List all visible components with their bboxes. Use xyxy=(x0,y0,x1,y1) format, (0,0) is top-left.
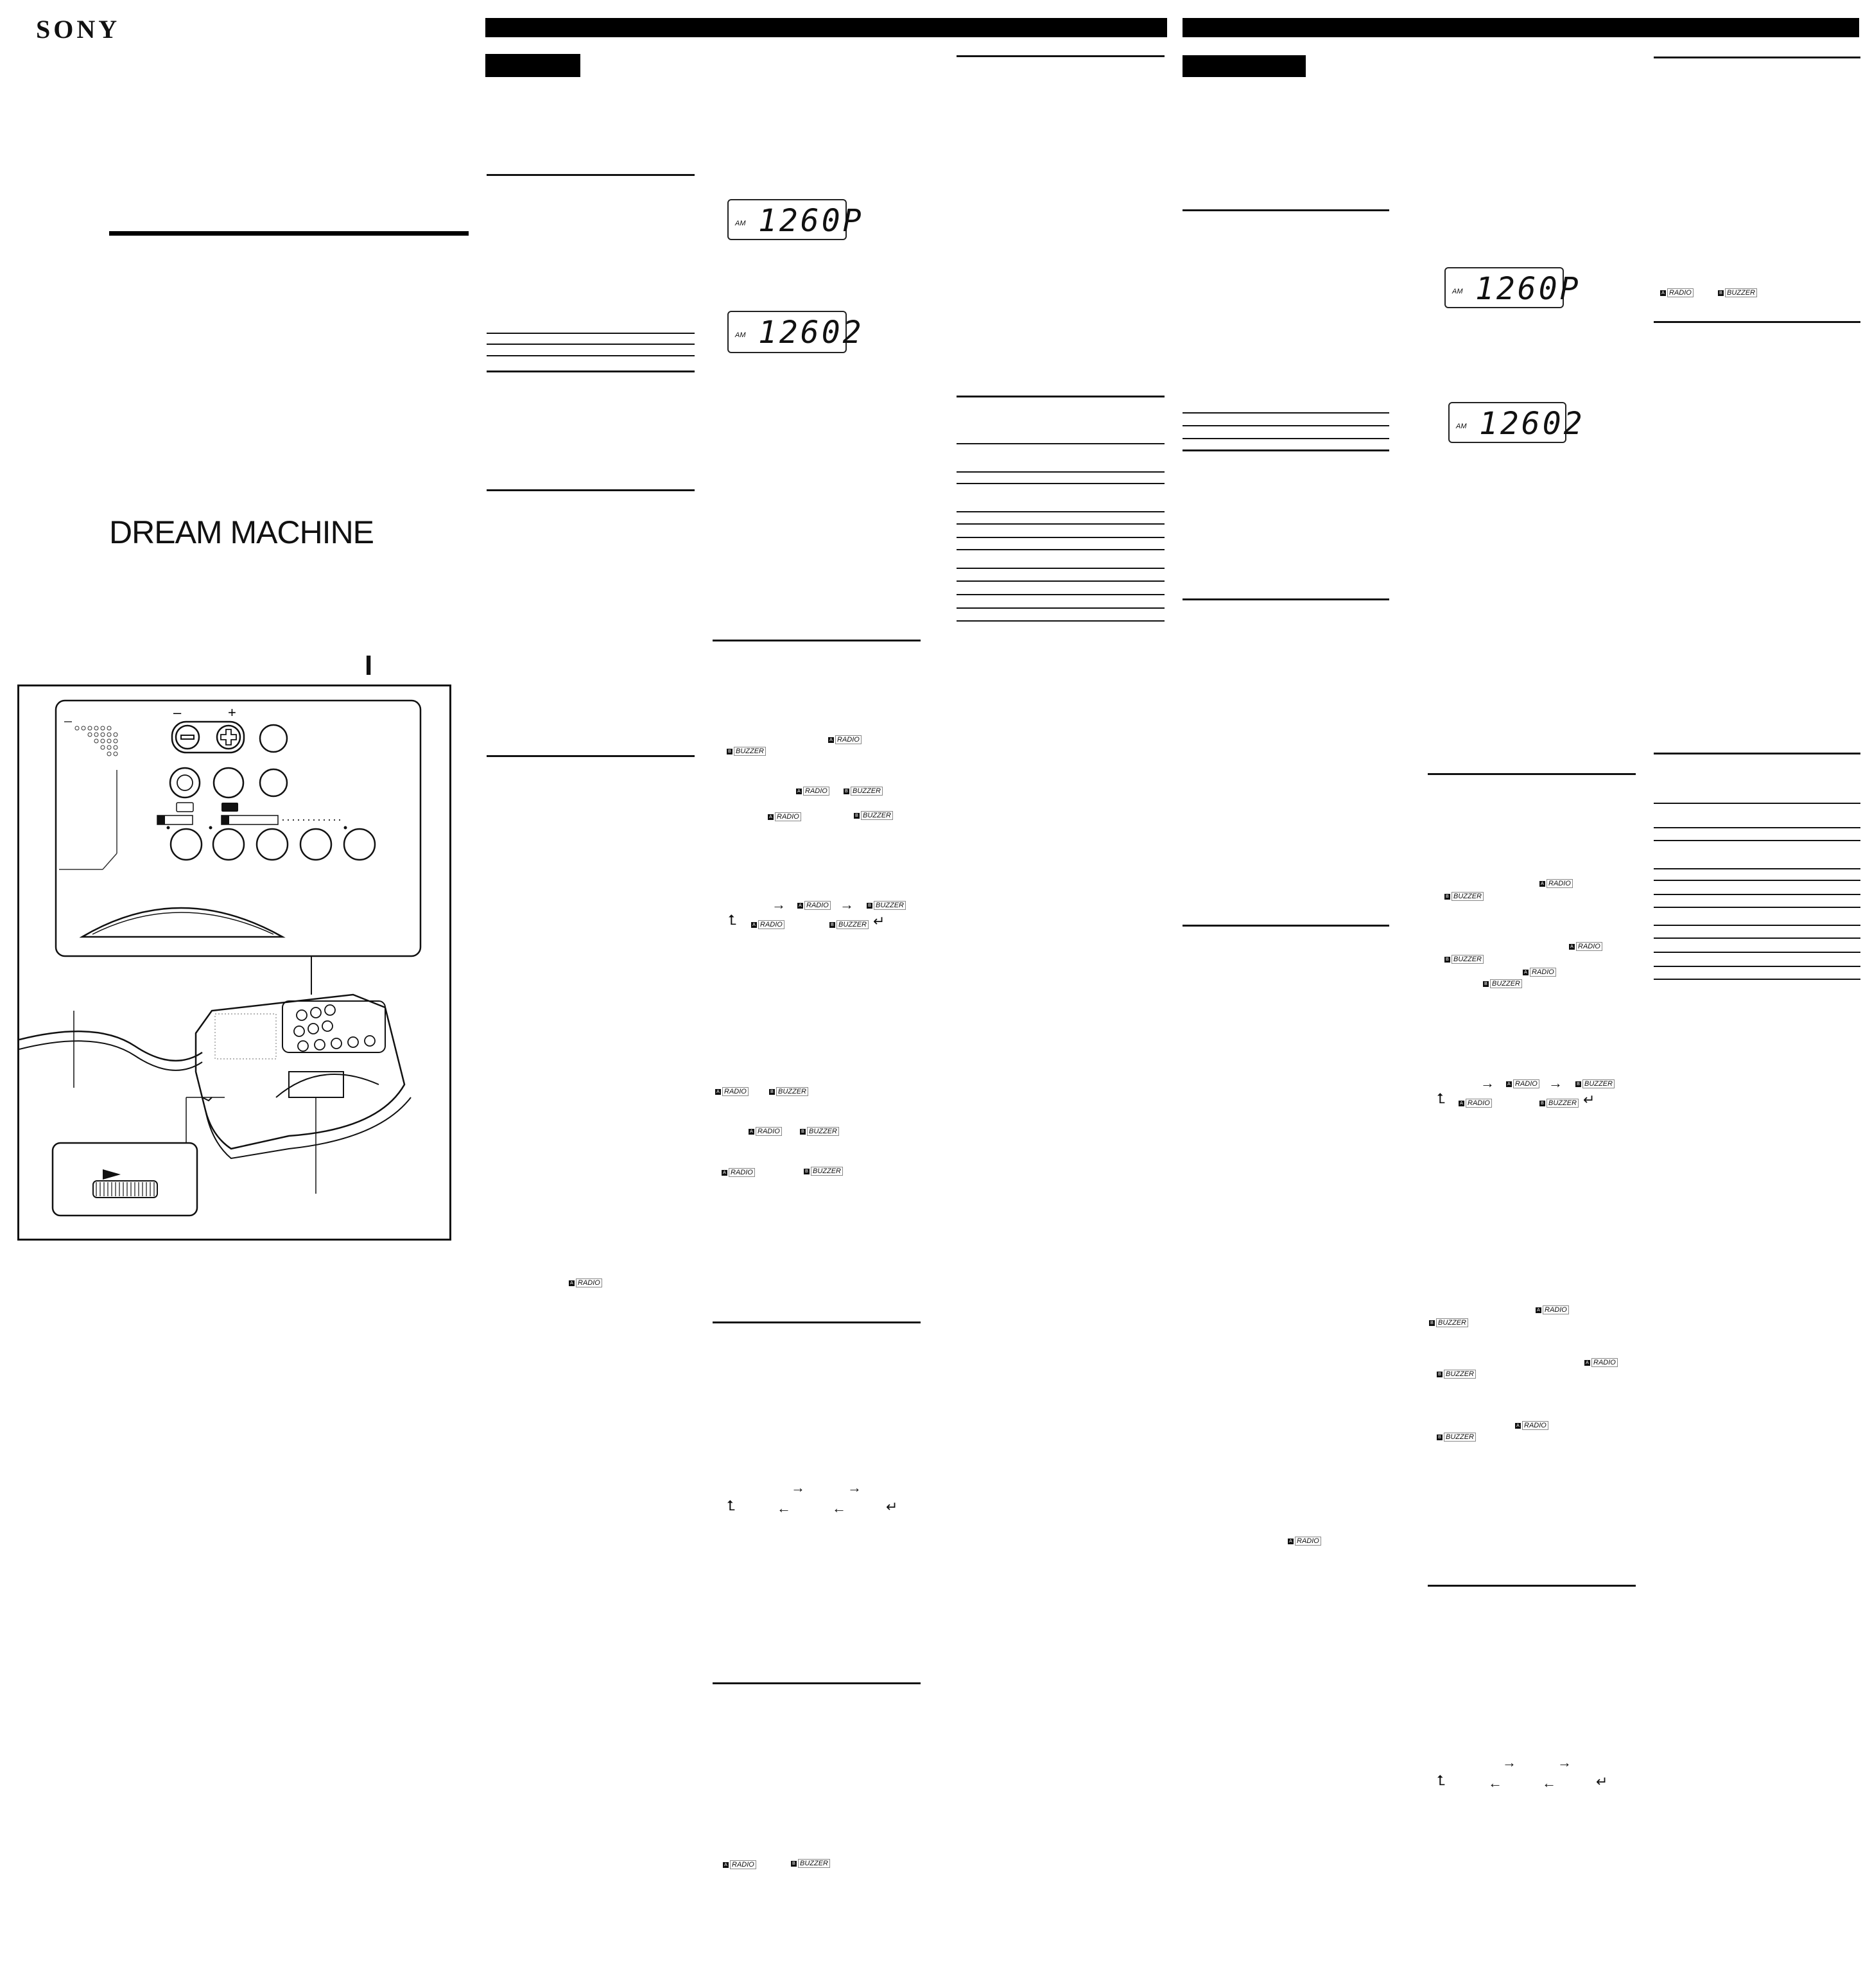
loop-end-icon: ↵ xyxy=(1583,1092,1595,1108)
alarm-tag-radio: A RADIO xyxy=(751,921,784,929)
loop-start-icon: ⮤ xyxy=(728,912,736,928)
lcd-digits: 12602 xyxy=(758,315,864,351)
loop-end-icon: ↵ xyxy=(873,913,885,929)
language-tab-left xyxy=(485,54,580,77)
alarm-tag-buzzer: B BUZZER xyxy=(867,902,906,909)
loop-start-icon: ⮤ xyxy=(1437,1772,1445,1788)
alarm-tag-radio: A RADIO xyxy=(749,1128,782,1135)
alarm-tag-radio: A RADIO xyxy=(1523,968,1556,976)
alarm-tag-buzzer: B BUZZER xyxy=(727,747,766,755)
alarm-tag-radio: A RADIO xyxy=(1536,1306,1569,1314)
alarm-tag-buzzer: B BUZZER xyxy=(829,921,869,929)
alarm-tag-buzzer: B BUZZER xyxy=(1575,1080,1615,1088)
arrow-right-icon: → xyxy=(1548,1075,1563,1091)
loop-end-icon: ↵ xyxy=(1596,1774,1608,1790)
arrow-right-icon: → xyxy=(791,1479,805,1495)
loop-start-icon: ⮤ xyxy=(1437,1090,1445,1106)
alarm-tag-radio: A RADIO xyxy=(1515,1422,1548,1429)
alarm-tag-buzzer: B BUZZER xyxy=(1444,955,1484,963)
cover-title-rule xyxy=(109,231,469,236)
alarm-tag-radio: A RADIO xyxy=(569,1279,602,1287)
alarm-tag-radio: A RADIO xyxy=(1539,880,1573,887)
alarm-tag-radio: A RADIO xyxy=(768,813,801,821)
arrow-left-icon: ← xyxy=(1542,1775,1556,1791)
alarm-tag-buzzer: B BUZZER xyxy=(1437,1370,1476,1378)
lcd-digits: 1260P xyxy=(758,203,864,239)
product-name: DREAM MACHINE xyxy=(109,514,374,550)
alarm-tag-buzzer: B BUZZER xyxy=(791,1860,830,1867)
loop-end-icon: ↵ xyxy=(886,1499,898,1515)
alarm-tag-radio: A RADIO xyxy=(723,1861,756,1869)
alarm-tag-radio: A RADIO xyxy=(1459,1099,1492,1107)
alarm-tag-buzzer: B BUZZER xyxy=(1444,893,1484,900)
lcd-band-label: AM xyxy=(1452,288,1463,295)
page-header-bar-right xyxy=(1183,18,1859,37)
arrow-right-icon: → xyxy=(1502,1754,1516,1770)
arrow-right-icon: → xyxy=(847,1479,862,1495)
alarm-tag-buzzer: B BUZZER xyxy=(769,1088,808,1095)
page-header-bar-left xyxy=(485,18,1167,37)
arrow-left-icon: ← xyxy=(1488,1775,1502,1791)
lcd-display-saved xyxy=(727,311,864,353)
brand-logo: SONY xyxy=(36,15,121,44)
alarm-tag-radio: A RADIO xyxy=(1660,289,1694,297)
lcd-display-saved xyxy=(1448,402,1585,443)
language-tab-right xyxy=(1183,55,1306,77)
lcd-band-label: AM xyxy=(1456,423,1467,430)
lcd-band-label: AM xyxy=(735,220,746,227)
alarm-tag-radio: A RADIO xyxy=(1506,1080,1539,1088)
lcd-display-preset xyxy=(1444,267,1581,308)
alarm-tag-radio: A RADIO xyxy=(796,787,829,795)
lcd-digits: 12602 xyxy=(1479,406,1585,442)
svg-text:+: + xyxy=(228,704,236,720)
lcd-display-preset xyxy=(727,199,864,240)
arrow-right-icon: → xyxy=(772,896,786,912)
alarm-tag-buzzer: B BUZZER xyxy=(1483,980,1522,988)
alarm-tag-radio: A RADIO xyxy=(1288,1537,1321,1545)
alarm-tag-radio: A RADIO xyxy=(1584,1359,1618,1366)
alarm-tag-buzzer: B BUZZER xyxy=(1718,289,1757,297)
illustration-frame xyxy=(17,684,451,1241)
loop-start-icon: ⮤ xyxy=(727,1497,735,1513)
alarm-tag-buzzer: B BUZZER xyxy=(1539,1099,1579,1107)
alarm-tag-buzzer: B BUZZER xyxy=(1429,1319,1468,1327)
radio-illustration xyxy=(19,686,449,1239)
arrow-left-icon: ← xyxy=(777,1500,791,1516)
alarm-tag-radio: A RADIO xyxy=(797,902,831,909)
lcd-digits: 1260P xyxy=(1475,271,1581,307)
alarm-tag-buzzer: B BUZZER xyxy=(800,1128,839,1135)
alarm-tag-radio: A RADIO xyxy=(1569,943,1602,950)
alarm-tag-buzzer: B BUZZER xyxy=(854,812,893,819)
alarm-tag-buzzer: B BUZZER xyxy=(804,1167,843,1175)
lcd-band-label: AM xyxy=(735,331,746,339)
arrow-left-icon: ← xyxy=(832,1500,846,1516)
arrow-right-icon: → xyxy=(1480,1075,1495,1091)
arrow-right-icon: → xyxy=(840,896,854,912)
alarm-tag-radio: A RADIO xyxy=(715,1088,749,1095)
alarm-tag-buzzer: B BUZZER xyxy=(844,787,883,795)
alarm-tag-radio: A RADIO xyxy=(828,736,862,744)
figure-marker: I xyxy=(365,650,373,681)
svg-text:–: – xyxy=(173,704,182,720)
alarm-tag-radio: A RADIO xyxy=(722,1169,755,1176)
arrow-right-icon: → xyxy=(1557,1754,1572,1770)
alarm-tag-buzzer: B BUZZER xyxy=(1437,1433,1476,1441)
